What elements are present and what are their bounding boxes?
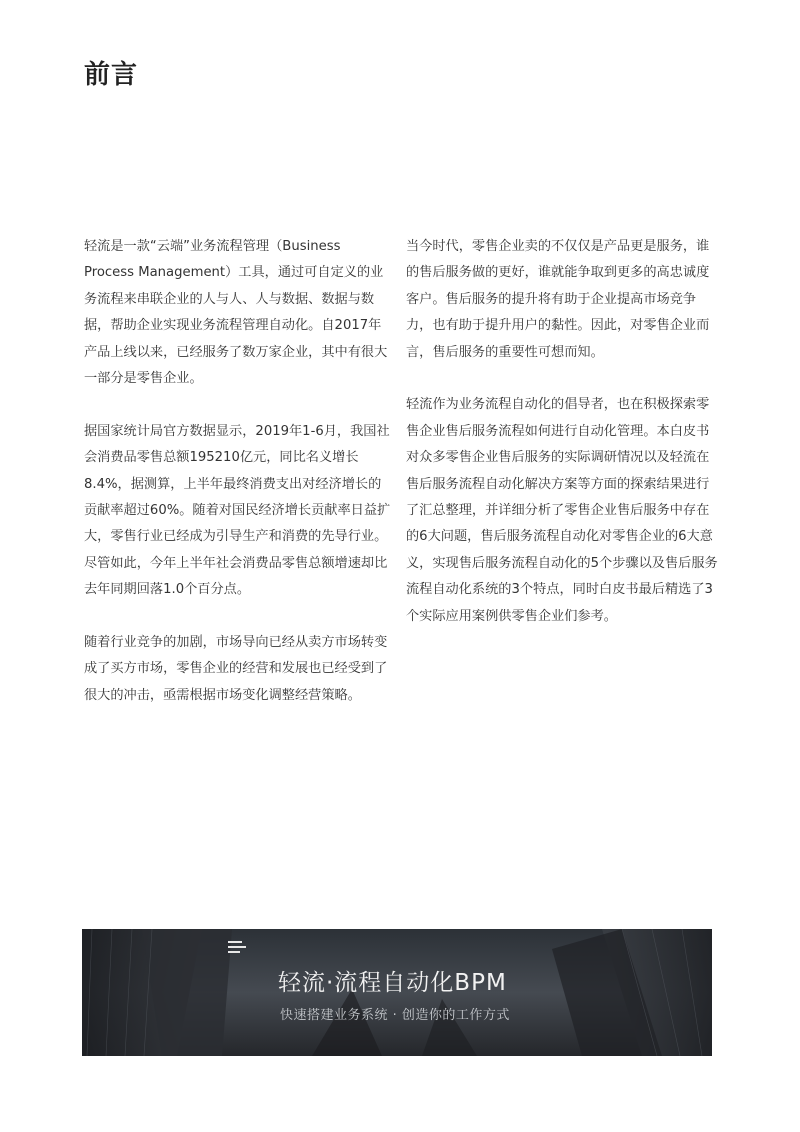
paragraph: 据国家统计局官方数据显示，2019年1-6月，我国社会消费品零售总额195210亿元，同比名义增长8.4%，据测算，上半年最终消费支出对经济增长的贡献率超过60%。随着对国民经济增长贡献率日益扩大，零售行业已经成为引导生产和消费的先导行业。尽管如此，今年上半年社会消费品零售总额增速却比去年同期回落1.0个百分点。 [84,423,391,598]
page-title: 前言 [84,60,139,90]
menu-lines-icon [228,941,246,955]
paragraph: 随着行业竞争的加剧，市场导向已经从卖方市场转变成了买方市场，零售企业的经营和发展也已经受到了很大的冲击，亟需根据市场变化调整经营策略。 [84,635,388,703]
banner-title: 轻流·流程自动化BPM [278,970,507,996]
right-column [406,234,718,656]
paragraph: 轻流是一款“云端”业务流程管理（Business Process Management）工具，通过可自定义的业务流程来串联企业的人与人、人与数据、数据与数据，帮助企业实现业务流程管理自动化。自2017年产品上线以来，已经服务了数万家企业，其中有很大一部分是零售企业。 [84,239,388,387]
banner-subtitle: 快速搭建业务系统 · 创造你的工作方式 [280,1008,510,1023]
promo-banner [82,929,712,1056]
paragraph: 当今时代，零售企业卖的不仅仅是产品更是服务，谁的售后服务做的更好，谁就能争取到更多的高忠诚度客户。售后服务的提升将有助于企业提高市场竞争力，也有助于提升用户的黏性。因此，对零售企业而言，售后服务的重要性可想而知。 [406,239,710,360]
paragraph: 轻流作为业务流程自动化的倡导者，也在积极探索零售企业售后服务流程如何进行自动化管理。本白皮书对众多零售企业售后服务的实际调研情况以及轻流在售后服务流程自动化解决方案等方面的探索结果进行了汇总整理，并详细分析了零售企业售后服务中存在的6大问题，售后服务流程自动化对零售企业的6大意义，实现售后服务流程自动化的5个步骤以及售后服务流程自动化系统的3个特点，同时白皮书最后精选了3个实际应用案例供零售企业们参考。 [406,397,718,624]
left-column [84,234,392,736]
